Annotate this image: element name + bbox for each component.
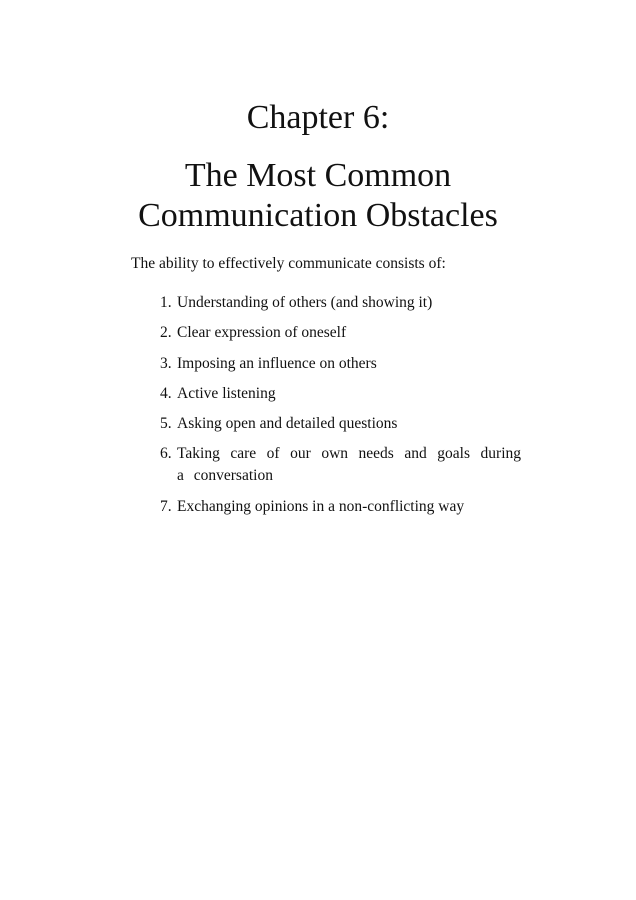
list-item bbox=[160, 353, 521, 375]
chapter-label: Chapter 6: bbox=[246, 99, 390, 136]
list-item bbox=[160, 413, 521, 435]
list-item-text: Understanding of others (and showing it) bbox=[177, 294, 433, 311]
list-item-number: 3. bbox=[160, 354, 172, 372]
list-item-text: Exchanging opinions in a non-conflicting way bbox=[177, 497, 465, 515]
list-item-number: 5. bbox=[160, 415, 172, 433]
list-item bbox=[160, 443, 521, 487]
skills-list bbox=[160, 292, 521, 526]
list-item-text: Active listening bbox=[177, 384, 276, 402]
intro-paragraph: The ability to effectively communicate consists of: bbox=[131, 255, 446, 272]
list-item-number: 1. bbox=[160, 294, 172, 311]
list-item-text: Imposing an influence on others bbox=[177, 354, 377, 372]
chapter-title-line-1: The Most Common bbox=[184, 157, 452, 194]
list-item-number: 7. bbox=[160, 497, 172, 515]
list-item-text: Taking care of our own needs and goals during a conversation bbox=[177, 445, 521, 485]
list-item-number: 4. bbox=[160, 384, 172, 402]
list-item-text: Asking open and detailed questions bbox=[177, 415, 398, 433]
list-item bbox=[160, 383, 521, 405]
chapter-title-line-2: Communication Obstacles bbox=[138, 197, 498, 234]
list-item-number: 2. bbox=[160, 324, 172, 342]
list-item bbox=[160, 292, 521, 314]
chapter-title bbox=[0, 156, 636, 236]
list-item bbox=[160, 496, 521, 518]
list-item-number: 6. bbox=[160, 445, 172, 463]
list-item bbox=[160, 322, 521, 344]
list-item-text: Clear expression of oneself bbox=[177, 324, 347, 342]
